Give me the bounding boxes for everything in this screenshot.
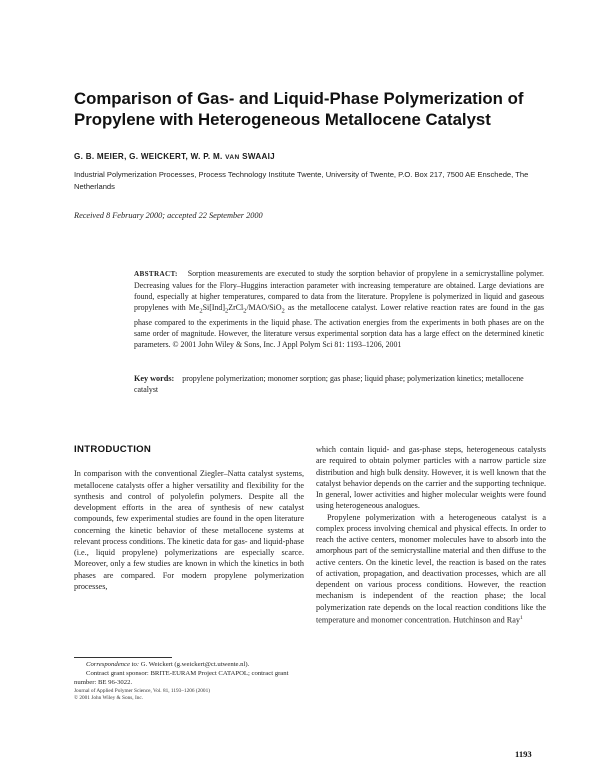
abstract-text-d: /MAO/SiO [246,303,282,313]
correspondence-label: Correspondence to: [86,661,140,668]
footnotes [74,660,306,703]
left-column [74,444,304,592]
authors-main: G. B. MEIER, G. WEICKERT, W. P. M. [74,152,223,161]
keywords-label: Key words: [134,374,175,383]
authors-last: SWAAIJ [242,152,275,161]
keywords-text: propylene polymerization; monomer sorption; gas phase; liquid phase; polymerization kinetics; metallocene catalyst [134,374,524,394]
section-heading-introduction: INTRODUCTION [74,444,152,455]
abstract-text-c: ZrCl [228,303,244,313]
affiliation: Industrial Polymerization Processes, Process Technology Institute Twente, University of Twente, P.O. Box 217, 7500 AE Enschede, The Netherlands [74,170,529,191]
footnote-correspondence [74,660,306,669]
footnote-divider [74,657,172,658]
article-title: Comparison of Gas- and Liquid-Phase Polymerization of Propylene with Heterogeneous Metallocene Catalyst [74,89,524,129]
abstract-text-e: as the metallocene catalyst. Lower relative reaction rates are found in the gas phase compared to the experiments in the liquid phase. The activation energies from the experiments in both phases are on the same order of magnitude. However, the literature versus experimental sorption data has a large effect on the determined kinetic parameters. © 2001 John Wiley & Sons, Inc. J Appl Polym Sci 81: 1193–1206, 2001 [134,303,544,350]
copyright-line: © 2001 John Wiley & Sons, Inc. [74,695,144,702]
abstract-sub: 2 [281,307,285,315]
intro-paragraph-continued: which contain liquid- and gas-phase steps, heterogeneous catalysts are required to obtain polymer particles with a narrow particle size distribution and high bulk density. However, it is well known that the catalyst behavior depends on the carrier and the supporting technique. In general, lower activities and higher molecular weights were found using heterogeneous analogues. [316,445,546,511]
abstract-sub: 2 [243,307,247,315]
intro-paragraph-2-text: Propylene polymerization with a heterogeneous catalyst is a complex process involving chemical and physical effects. In order to reach the active centers, monomer molecules have to absorb into the amorphous part of the semicrystalline material and then diffuse to the active centers. On the kinetic level, the reaction is based on the rates of activation, propagation, and deactivation processes, which are all dependent on various process conditions. However, the reaction mechanism is independent of the reaction phase; the local polymerization rate depends on the local reaction conditions like the temperature and monomer concentration. Hutchinson and Ray [316,512,546,625]
intro-paragraph-1: In comparison with the conventional Ziegler–Natta catalyst systems, metallocene catalysts offer a higher versatility and flexibility for the synthesis and control of polyolefin polymers. Despite all the development efforts in the area of synthesis of new catalyst compounds, few experimental studies are found in the open literature concerning the kinetic behavior of these metallocene systems at relevant process conditions. The kinetic data for gas- and liquid-phase (i.e., liquid propylene) polymerizations are especially scarce. Moreover, only a few studies are known in which the kinetics in both phases are compared. For modern propylene polymerization processes, [74,469,304,591]
abstract [134,268,544,350]
correspondence-text: G. Weickert (g.weickert@ct.utwente.nl). [139,661,250,668]
received-date: Received 8 February 2000; accepted 22 September 2000 [74,211,263,220]
author-list [74,152,544,161]
right-column [316,444,546,626]
abstract-text-b: Si[Ind] [202,303,225,313]
intro-paragraph-2 [316,512,546,626]
footnote-grant: Contract grant sponsor: BRITE-EURAM Project CATAPOL; contract grant number: BE 96-3022. [74,670,289,687]
page-number: 1193 [515,749,532,759]
journal-citation: Journal of Applied Polymer Science, Vol. 81, 1193–1206 (2001) [74,687,210,694]
abstract-label: ABSTRACT: [134,270,178,278]
keywords [134,373,544,395]
abstract-text-a: Sorption measurements are executed to study the sorption behavior of propylene in a semicrystalline polymer. Decreasing values for the Flory–Huggins interaction parameter with increasing temperature are obtained. Large deviations are found, especially at higher temperatures, compared to data from the literature. Propylene is polymerized in liquid and gaseous propylenes with Me [134,269,544,313]
authors-particle: VAN [225,154,240,161]
reference-marker: 1 [519,614,523,621]
abstract-sub: 2 [224,307,229,315]
abstract-sub: 2 [199,307,203,315]
